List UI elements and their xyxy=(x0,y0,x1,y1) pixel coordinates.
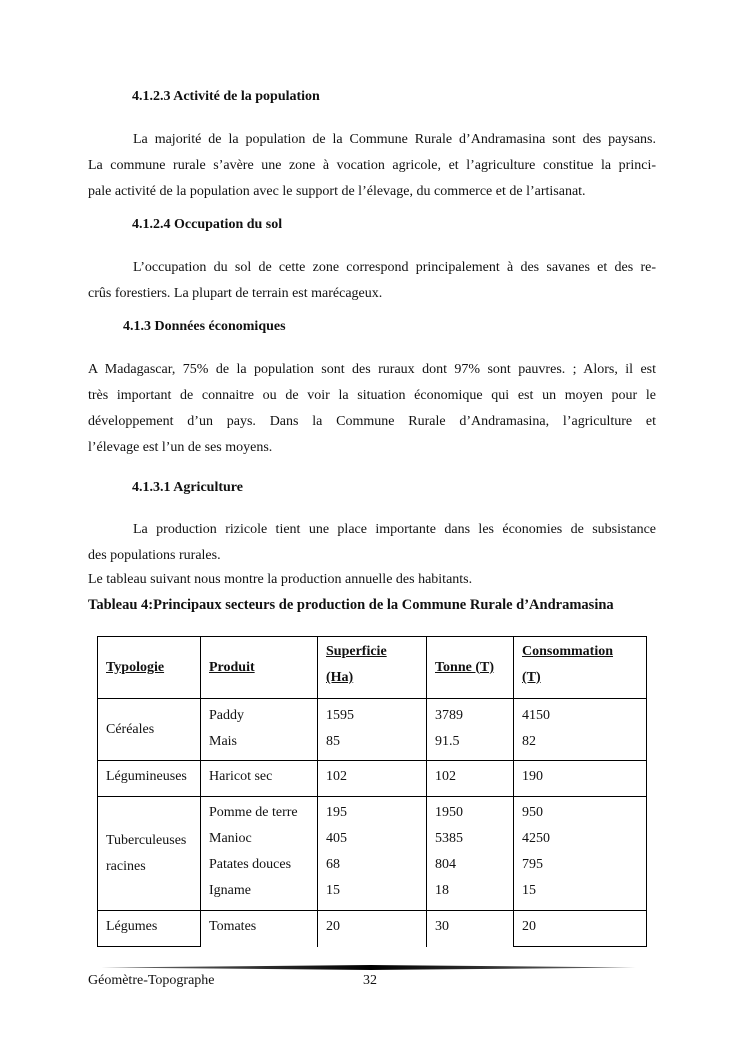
cell-consommation: 20 xyxy=(514,911,647,947)
cell-typologie: Tuberculeuses racines xyxy=(98,797,201,911)
cell-consommation: 190 xyxy=(514,761,647,797)
table-row xyxy=(98,797,647,911)
table-header-row xyxy=(98,637,647,699)
production-table xyxy=(97,636,647,947)
text-line: La majorité de la population de la Commune Rurale d’Andramasina sont des paysans. xyxy=(133,132,656,147)
text-line: des populations rurales. xyxy=(88,548,221,563)
cell-produit: Pomme de terre Manioc Patates douces Igname xyxy=(201,797,318,911)
cell-tonne: 30 xyxy=(427,911,514,947)
footer-author-label: Géomètre-Topographe xyxy=(88,973,215,988)
text-line: pale activité de la population avec le support de l’élevage, du commerce et de l’artisanat. xyxy=(88,184,586,199)
cell-superficie: 195 405 68 15 xyxy=(318,797,427,911)
cell-typologie: Céréales xyxy=(98,699,201,761)
cell-tonne: 1950 5385 804 18 xyxy=(427,797,514,911)
text-line: La production rizicole tient une place importante dans les économies de subsistance xyxy=(133,522,656,537)
text-line: La commune rurale s’avère une zone à vocation agricole, et l’agriculture constitue la princi- xyxy=(88,158,656,173)
heading-agriculture: 4.1.3.1 Agriculture xyxy=(132,480,243,495)
cell-superficie: 102 xyxy=(318,761,427,797)
cell-typologie: Légumes xyxy=(98,911,201,947)
paragraph-agriculture xyxy=(88,517,656,591)
text-line: développement d’un pays. Dans la Commune Rurale d’Andramasina, l’agriculture et xyxy=(88,414,656,429)
text-line: Le tableau suivant nous montre la production annuelle des habitants. xyxy=(88,572,473,587)
text-line: très important de connaitre ou de voir la situation économique qui est un moyen pour le xyxy=(88,388,656,403)
cell-tonne: 3789 91.5 xyxy=(427,699,514,761)
header-consommation: Consommation (T) xyxy=(514,637,647,699)
table-row xyxy=(98,699,647,761)
paragraph-activite-population xyxy=(88,127,656,205)
page-number: 32 xyxy=(363,973,377,988)
table-row xyxy=(98,911,647,947)
cell-produit: Haricot sec xyxy=(201,761,318,797)
header-superficie: Superficie (Ha) xyxy=(318,637,427,699)
paragraph-occupation-sol xyxy=(88,255,656,307)
heading-donnees-economiques: 4.1.3 Données économiques xyxy=(123,319,286,334)
header-tonne: Tonne (T) xyxy=(427,637,514,699)
heading-occupation-sol: 4.1.2.4 Occupation du sol xyxy=(132,217,283,232)
table-caption: Tableau 4:Principaux secteurs de production de la Commune Rurale d’Andramasina xyxy=(88,597,614,613)
table-row xyxy=(98,761,647,797)
paragraph-donnees-economiques xyxy=(88,357,656,461)
text-line: A Madagascar, 75% de la population sont des ruraux dont 97% sont pauvres. ; Alors, il est xyxy=(88,362,656,377)
cell-typologie: Légumineuses xyxy=(98,761,201,797)
footer-decorative-rule xyxy=(101,965,641,970)
text-line: l’élevage est l’un de ses moyens. xyxy=(88,440,273,455)
cell-consommation: 950 4250 795 15 xyxy=(514,797,647,911)
text-line: L’occupation du sol de cette zone correspond principalement à des savanes et des re- xyxy=(133,260,656,275)
cell-consommation: 4150 82 xyxy=(514,699,647,761)
header-produit: Produit xyxy=(201,637,318,699)
cell-superficie: 1595 85 xyxy=(318,699,427,761)
cell-produit: Tomates xyxy=(201,911,318,947)
cell-tonne: 102 xyxy=(427,761,514,797)
cell-produit: Paddy Mais xyxy=(201,699,318,761)
cell-superficie: 20 xyxy=(318,911,427,947)
text-line: crûs forestiers. La plupart de terrain est marécageux. xyxy=(88,286,383,301)
header-typologie: Typologie xyxy=(98,637,201,699)
heading-activite-population: 4.1.2.3 Activité de la population xyxy=(132,89,320,104)
